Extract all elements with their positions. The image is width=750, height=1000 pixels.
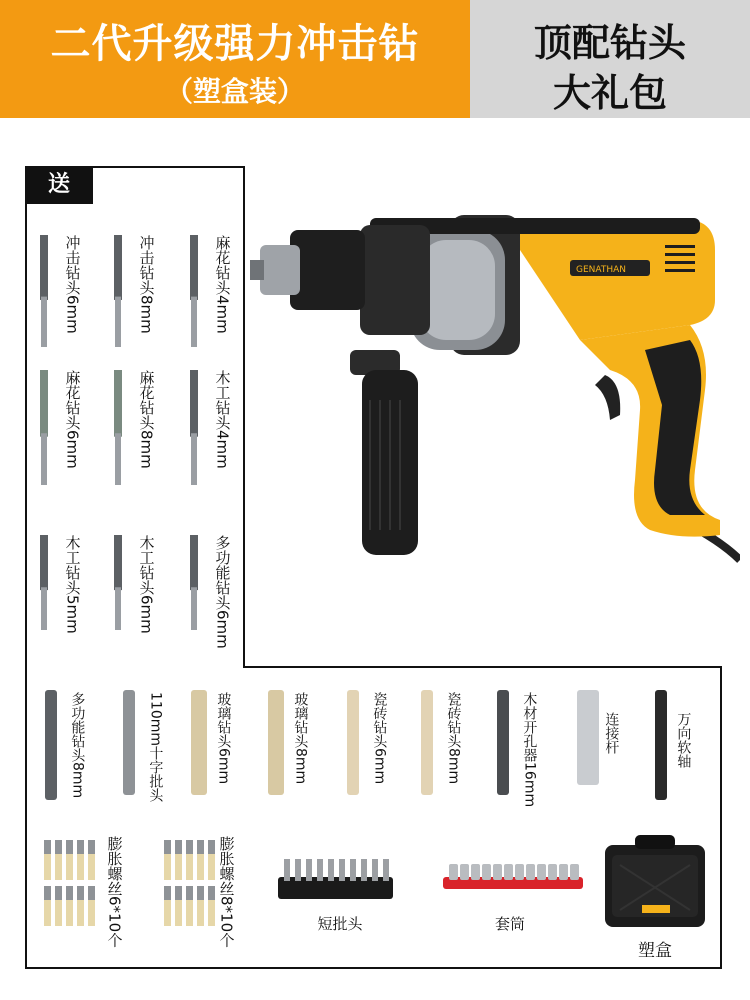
bit-label: 多功能钻头6mm bbox=[213, 535, 232, 649]
header-banner-orange bbox=[0, 0, 470, 118]
drill-bit-image bbox=[655, 690, 667, 800]
drill-bit-image bbox=[188, 535, 200, 630]
bit-label: 木工钻头6mm bbox=[137, 535, 156, 634]
drill-bit-image bbox=[421, 690, 433, 795]
short-bits-image bbox=[278, 855, 393, 905]
label-sockets: 套筒 bbox=[494, 915, 525, 933]
drill-brand-label: GENATHAN bbox=[576, 265, 627, 275]
drill-bit-image bbox=[123, 690, 135, 795]
drill-bit-image bbox=[45, 690, 57, 800]
bit-label: 玻璃钻头6mm bbox=[215, 692, 232, 785]
header-banner-gray bbox=[470, 0, 750, 118]
bit-label: 瓷砖钻头6mm bbox=[371, 692, 388, 785]
drill-bit-image bbox=[112, 235, 124, 347]
expansion-anchors-6-image bbox=[40, 840, 100, 930]
bit-label: 瓷砖钻头8mm bbox=[445, 692, 462, 785]
expansion-anchors-8-image bbox=[160, 840, 220, 930]
gift-tag: 送 bbox=[25, 166, 93, 204]
sockets-image bbox=[443, 862, 583, 892]
bonus-title-line2: 大礼包 bbox=[552, 71, 667, 115]
bit-label: 玻璃钻头8mm bbox=[292, 692, 309, 785]
frame-line bbox=[25, 166, 27, 969]
bit-label: 多功能钻头8mm bbox=[69, 692, 86, 799]
drill-bit-image bbox=[188, 370, 200, 485]
bit-label: 冲击钻头6mm bbox=[63, 235, 82, 334]
bit-label: 麻花钻头8mm bbox=[137, 370, 156, 469]
drill-bit-image bbox=[112, 370, 124, 485]
plastic-case-image bbox=[600, 835, 710, 930]
frame-line bbox=[720, 666, 722, 969]
frame-line bbox=[25, 967, 722, 969]
drill-bit-image bbox=[497, 690, 509, 795]
product-subtitle: （塑盒装） bbox=[164, 75, 305, 108]
drill-bit-image bbox=[188, 235, 200, 347]
drill-bit-image bbox=[268, 690, 284, 795]
label-anchors-6: 膨胀螺丝6*10个 bbox=[105, 836, 124, 948]
impact-drill-image bbox=[250, 190, 740, 570]
bit-label: 木材开孔器16mm bbox=[521, 692, 538, 808]
bonus-title-line1: 顶配钻头 bbox=[533, 21, 686, 65]
bit-label: 万向软轴 bbox=[675, 712, 692, 768]
label-short-bits: 短批头 bbox=[317, 915, 363, 933]
product-title: 二代升级强力冲击钻 bbox=[50, 21, 420, 67]
drill-bit-image bbox=[191, 690, 207, 795]
frame-line bbox=[243, 166, 245, 667]
bit-label: 木工钻头5mm bbox=[63, 535, 82, 634]
bit-label: 连接杆 bbox=[603, 712, 620, 754]
frame-line bbox=[243, 666, 721, 668]
bit-label: 冲击钻头8mm bbox=[137, 235, 156, 334]
drill-bit-image bbox=[38, 370, 50, 485]
label-anchors-8: 膨胀螺丝8*10个 bbox=[217, 836, 236, 948]
bit-label: 麻花钻头4mm bbox=[213, 235, 232, 334]
drill-bit-image bbox=[577, 690, 599, 785]
drill-bit-image bbox=[38, 235, 50, 347]
bit-label: 110mm十字批头 bbox=[147, 692, 164, 802]
label-plastic-case: 塑盒 bbox=[638, 941, 672, 961]
bit-label: 木工钻头4mm bbox=[213, 370, 232, 469]
drill-bit-image bbox=[347, 690, 359, 795]
drill-bit-image bbox=[38, 535, 50, 630]
drill-bit-image bbox=[112, 535, 124, 630]
bit-label: 麻花钻头6mm bbox=[63, 370, 82, 469]
